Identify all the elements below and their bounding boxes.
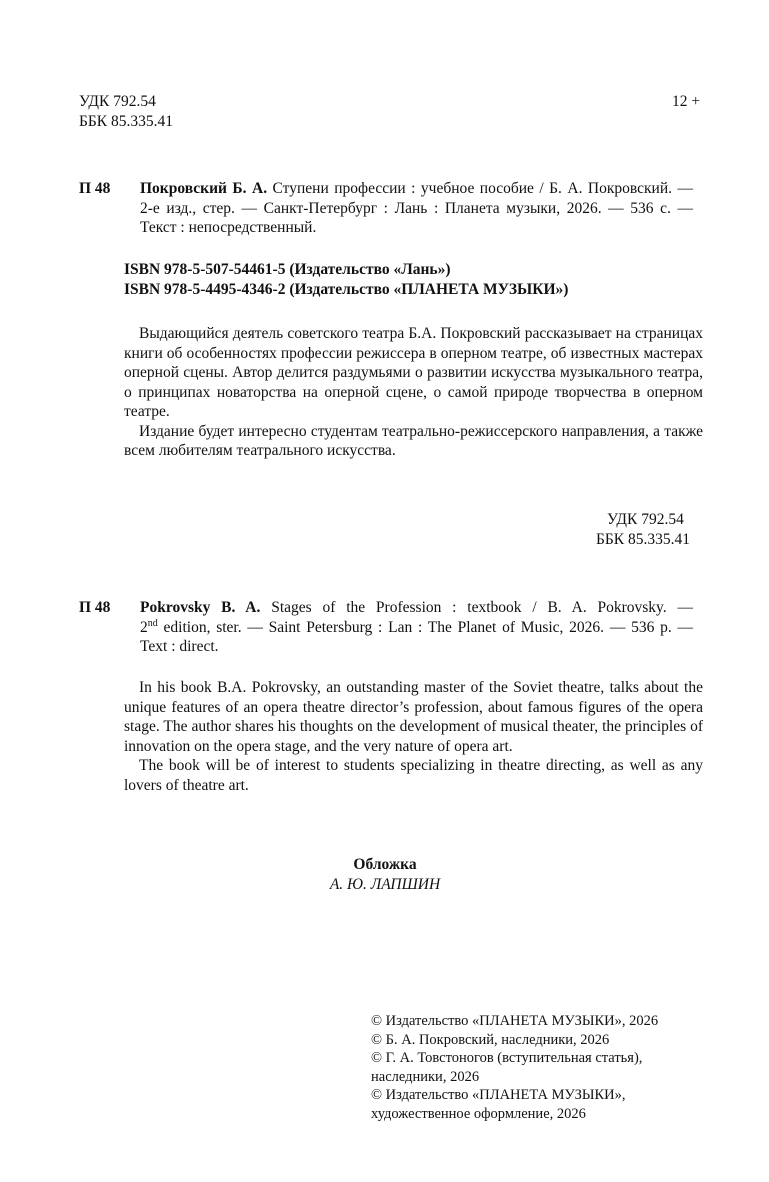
udk-code: УДК 792.54 — [79, 93, 156, 110]
header-codes — [79, 92, 173, 131]
copyright-block — [371, 1012, 658, 1123]
mid-udk-code: УДК 792.54 — [607, 511, 684, 528]
cover-artist: А. Ю. ЛАПШИН — [329, 875, 441, 893]
copyright-line-1: © Издательство «ПЛАНЕТА МУЗЫКИ», 2026 — [371, 1013, 659, 1029]
age-rating: 12 + — [672, 93, 701, 110]
en-record-line-3: Text : direct. — [140, 638, 219, 655]
isbn-planeta: ISBN 978-5-4495-4346-2 (Издательство «ПЛАНЕТА МУЗЫКИ») — [124, 280, 569, 298]
en-abstract-paragraph-1: In his book B.A. Pokrovsky, an outstanding master of the Soviet theatre, talks about the unique features of an opera theatre director’s profession, about famous figures of the opera stage. The author shares his thoughts on the development of musical theater, the principles of innovation on the opera stage, and the very nature of opera art. — [124, 679, 703, 755]
copyright-line-4: наследники, 2026 — [371, 1068, 480, 1085]
cover-label: Обложка — [353, 856, 417, 873]
en-record-line-2 — [140, 618, 693, 638]
en-abstract — [124, 678, 703, 795]
en-author-mark: П 48 — [79, 599, 111, 616]
ru-abstract-paragraph-1: Выдающийся деятель советского театра Б.А. Покровский рассказывает на страницах книги об особенностях профессии режиссера в оперном театре, об известных мастерах оперной сцены. Автор делится раздумьями о развитии искусства музыкального театра, о принципах новаторства на оперной сцене, о самой природе творчества в оперном театре. — [124, 325, 703, 420]
ru-bibliographic-record — [140, 179, 693, 238]
ru-abstract-paragraph-2: Издание будет интересно студентам театрально-режиссерского направления, а также всем любителям театрального искусства. — [124, 422, 703, 459]
copyright-line-5: © Издательство «ПЛАНЕТА МУЗЫКИ», — [371, 1087, 626, 1103]
en-abstract-paragraph-2: The book will be of interest to students specializing in theatre directing, as well as any lovers of theatre art. — [124, 757, 703, 794]
en-edition-suffix: nd — [147, 617, 158, 629]
ru-author: Покровский Б. А. — [140, 180, 268, 197]
en-record-line-1 — [140, 598, 693, 618]
copyright-line-6: художественное оформление, 2026 — [371, 1105, 586, 1122]
en-title: Stages of the Profession : textbook / B. A. Pokrovsky. — — [260, 599, 693, 616]
copyright-line-3: © Г. А. Товстоногов (вступительная статья), — [371, 1050, 643, 1066]
copyright-line-2: © Б. А. Покровский, наследники, 2026 — [371, 1031, 610, 1048]
ru-record-line-2: 2-е изд., стер. — Санкт-Петербург : Лань : Планета музыки, 2026. — 536 с. — — [140, 199, 693, 217]
isbn-lan: ISBN 978-5-507-54461-5 (Издательство «Лань») — [124, 261, 451, 278]
ru-title: Ступени профессии : учебное пособие / Б. А. Покровский. — — [267, 180, 693, 197]
en-author: Pokrovsky B. A. — [140, 599, 261, 616]
mid-bbk-code: ББК 85.335.41 — [596, 530, 691, 548]
en-edition-number: 2 — [140, 618, 148, 636]
bbk-code: ББК 85.335.41 — [79, 112, 174, 130]
ru-author-mark: П 48 — [79, 180, 111, 197]
cover-credit — [250, 855, 520, 894]
isbn-block — [124, 260, 568, 299]
ru-record-line-1 — [140, 179, 693, 199]
mid-codes — [560, 510, 690, 549]
en-bibliographic-record — [140, 598, 693, 657]
en-imprint: edition, ster. — Saint Petersburg : Lan : The Planet of Music, 2026. — 536 p. — — [157, 618, 693, 636]
ru-abstract — [124, 324, 703, 461]
ru-record-line-3: Текст : непосредственный. — [140, 219, 317, 236]
